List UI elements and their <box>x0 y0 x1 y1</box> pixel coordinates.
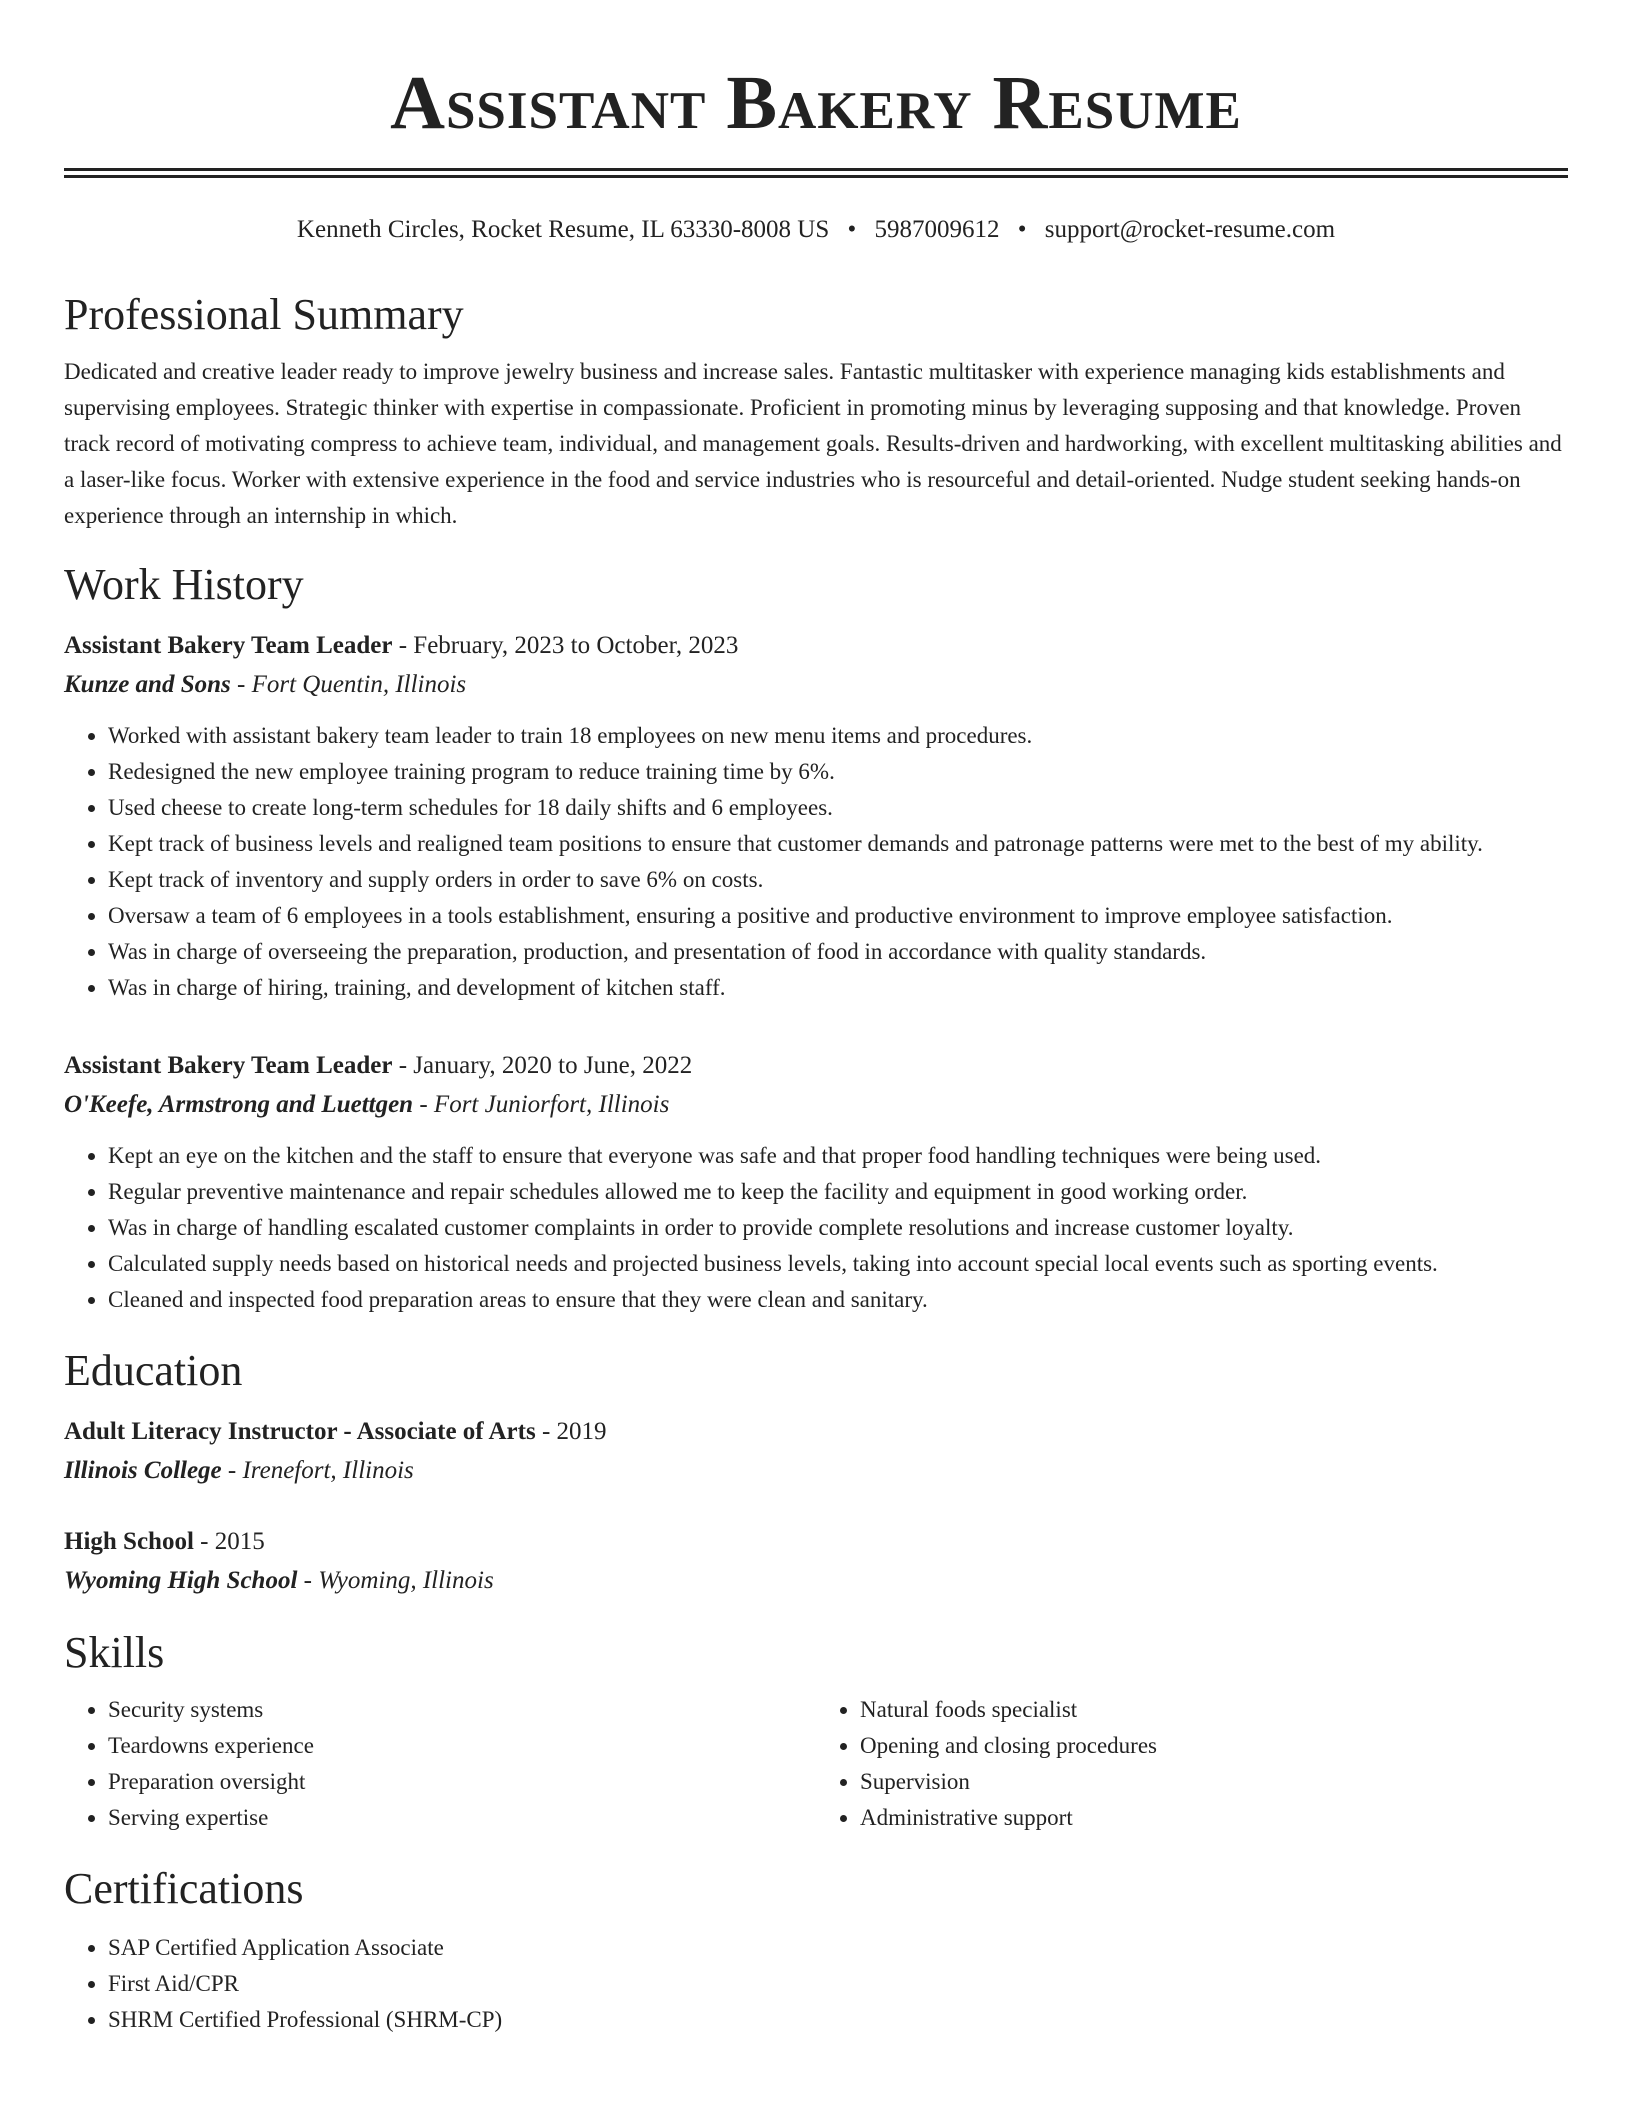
contact-separator: • <box>1017 216 1027 243</box>
job-duty: • Cleaned and inspected food preparation areas to ensure that they were clean and sanitary. <box>108 1282 1568 1318</box>
job-duty: • Redesigned the new employee training program to reduce training time by 6%. <box>108 754 1568 790</box>
skill-item: • Security systems <box>108 1692 816 1728</box>
school-line <box>64 1451 1568 1490</box>
school-location: - Wyoming, Illinois <box>297 1567 494 1594</box>
education-section <box>64 1344 1568 1600</box>
job-company: Kunze and Sons <box>64 671 231 698</box>
skills-column-left <box>64 1692 816 1836</box>
job-duty: • Oversaw a team of 6 employees in a tools establishment, ensuring a positive and productive environment to improve employee satisfaction. <box>108 898 1568 934</box>
certification-item: • SHRM Certified Professional (SHRM-CP) <box>108 2002 1568 2038</box>
job-title: Assistant Bakery Team Leader <box>64 1052 393 1079</box>
work-history-heading: Work History <box>64 560 304 609</box>
certifications-section <box>64 1862 1568 2038</box>
skill-item: • Serving expertise <box>108 1800 816 1836</box>
skill-item: • Teardowns experience <box>108 1728 816 1764</box>
skill-item: • Administrative support <box>860 1800 1568 1836</box>
job-duty: • Was in charge of overseeing the preparation, production, and presentation of food in accordance with quality standards. <box>108 934 1568 970</box>
job-location: - Fort Juniorfort, Illinois <box>413 1091 670 1118</box>
job-duty: • Kept track of business levels and realigned team positions to ensure that customer demands and patronage patterns were met to the best of my ability. <box>108 826 1568 862</box>
skills-heading: Skills <box>64 1628 165 1677</box>
title-divider <box>64 168 1568 178</box>
certifications-heading: Certifications <box>64 1864 304 1913</box>
education-heading: Education <box>64 1346 243 1395</box>
job-duty: • Regular preventive maintenance and repair schedules allowed me to keep the facility and equipment in good working order. <box>108 1174 1568 1210</box>
education-entry <box>64 1412 1568 1490</box>
school-name: Illinois College <box>64 1457 222 1484</box>
job-duty: • Kept track of inventory and supply orders in order to save 6% on costs. <box>108 862 1568 898</box>
certifications-list <box>64 1930 1568 2038</box>
job-company-line <box>64 1085 1568 1124</box>
skill-item: • Natural foods specialist <box>860 1692 1568 1728</box>
job-entry <box>64 626 1568 1006</box>
job-location: - Fort Quentin, Illinois <box>230 671 467 698</box>
graduation-year: - 2019 <box>535 1418 607 1445</box>
skill-item: • Preparation oversight <box>108 1764 816 1800</box>
contact-email: support@rocket-resume.com <box>1044 216 1336 243</box>
summary-section <box>64 288 1568 534</box>
skills-column-right <box>816 1692 1568 1836</box>
job-dates: - January, 2020 to June, 2022 <box>392 1052 693 1079</box>
contact-line <box>64 212 1568 248</box>
work-history-section <box>64 558 1568 1318</box>
job-duty: • Calculated supply needs based on historical needs and projected business levels, taking into account special local events such as sporting events. <box>108 1246 1568 1282</box>
job-entry <box>64 1046 1568 1318</box>
contact-address: Kenneth Circles, Rocket Resume, IL 63330-8008 US <box>296 216 830 243</box>
degree: Adult Literacy Instructor - Associate of Arts <box>64 1418 536 1445</box>
degree: High School <box>64 1528 194 1555</box>
skills-grid <box>64 1692 1568 1836</box>
graduation-year: - 2015 <box>193 1528 265 1555</box>
contact-separator: • <box>847 216 857 243</box>
certification-item: • First Aid/CPR <box>108 1966 1568 2002</box>
summary-text: Dedicated and creative leader ready to improve jewelry business and increase sales. Fantastic multitasker with experience managing kids establishments and supervising employees. Strategic thinker with expertise in compassionate. Proficient in promoting minus by leveraging supposing and that knowledge. Proven track record of motivating compress to achieve team, individual, and management goals. Results-driven and hardworking, with excellent multitasking abilities and a laser-like focus. Worker with extensive experience in the food and service industries who is resourceful and detail-oriented. Nudge student seeking hands-on experience through an internship in which. <box>64 359 1562 528</box>
job-duties-list <box>64 718 1568 1006</box>
job-company-line <box>64 665 1568 704</box>
certification-item: • SAP Certified Application Associate <box>108 1930 1568 1966</box>
education-entry <box>64 1522 1568 1600</box>
skill-item: • Opening and closing procedures <box>860 1728 1568 1764</box>
job-duties-list <box>64 1138 1568 1318</box>
job-title: Assistant Bakery Team Leader <box>64 632 393 659</box>
school-location: - Irenefort, Illinois <box>221 1457 414 1484</box>
job-duty: • Was in charge of handling escalated customer complaints in order to provide complete resolutions and increase customer loyalty. <box>108 1210 1568 1246</box>
school-line <box>64 1561 1568 1600</box>
resume-title: Assistant Bakery Resume <box>390 61 1242 145</box>
job-company: O'Keefe, Armstrong and Luettgen <box>64 1091 414 1118</box>
skill-item: • Supervision <box>860 1764 1568 1800</box>
summary-heading: Professional Summary <box>64 290 464 339</box>
degree-line <box>64 1412 1568 1451</box>
contact-phone: 5987009612 <box>874 216 1000 243</box>
job-dates: - February, 2023 to October, 2023 <box>392 632 739 659</box>
skills-section <box>64 1626 1568 1836</box>
job-title-line <box>64 1046 1568 1085</box>
degree-line <box>64 1522 1568 1561</box>
job-duty: • Kept an eye on the kitchen and the staff to ensure that everyone was safe and that proper food handling techniques were being used. <box>108 1138 1568 1174</box>
job-duty: • Used cheese to create long-term schedules for 18 daily shifts and 6 employees. <box>108 790 1568 826</box>
school-name: Wyoming High School <box>64 1567 298 1594</box>
job-duty: • Was in charge of hiring, training, and development of kitchen staff. <box>108 970 1568 1006</box>
job-duty: • Worked with assistant bakery team leader to train 18 employees on new menu items and procedures. <box>108 718 1568 754</box>
job-title-line <box>64 626 1568 665</box>
